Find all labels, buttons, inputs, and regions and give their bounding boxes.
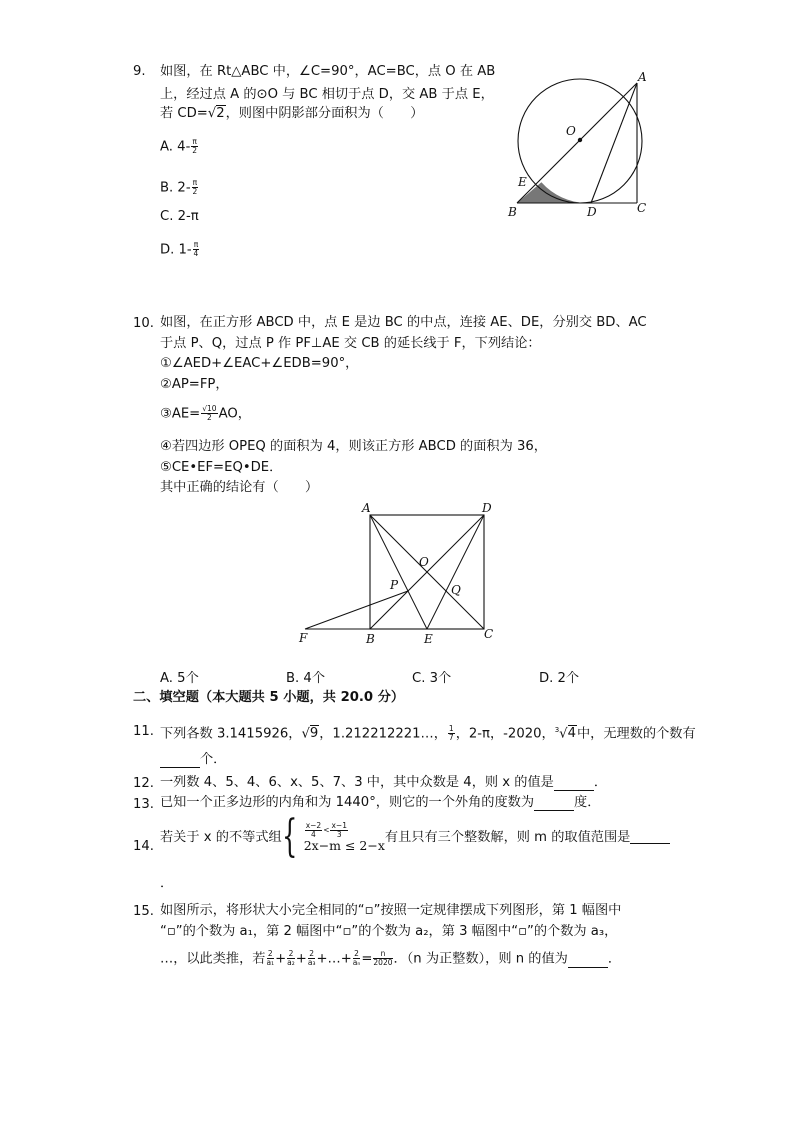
q9-label-c: C (637, 201, 647, 215)
q13-text: 已知一个正多边形的内角和为 1440°，则它的一个外角的度数为 度． (160, 795, 601, 810)
q9-line-ab (517, 83, 637, 203)
q11-rad9: 9 (309, 726, 319, 742)
q9-line3 (160, 106, 423, 122)
q10-label-b: B (366, 632, 375, 646)
q10-label-a: A (362, 501, 371, 515)
q15-term-1: $\frac{2}{\text{a₁}}$ (266, 949, 275, 967)
q11-line1: 下列各数 3.1415926，√9，1.212212221…， $\frac{1}{7}$ ，2-π，-2020，$^3$√4中，无理数的个数有 (160, 723, 696, 742)
q14-answer-blank[interactable] (630, 830, 670, 844)
q9-line3-pre: 若 CD= (160, 106, 208, 121)
q10-conclusion-4: ④若四边形 OPEQ 的面积为 4，则该正方形 ABCD 的面积为 36， (160, 439, 547, 454)
q9-option-d: D. 1- $\frac{\pi}{4}$ (160, 240, 199, 258)
q10-conclusion-3: ③AE= $\frac{√10}{2}$ AO， (160, 404, 251, 422)
q10-line2: 于点 P、Q，过点 P 作 PF⊥AE 交 CB 的延长线于 F，下列结论： (160, 336, 541, 351)
q9-option-b: B. 2- $\frac{\pi}{2}$ (160, 178, 198, 196)
q15-term-n: $\frac{2}{\text{aₙ}}$ (352, 949, 361, 967)
q13-answer-blank[interactable] (534, 797, 574, 811)
q10-option-d: D. 2个 (539, 671, 580, 686)
q12-answer-blank[interactable] (554, 777, 594, 791)
q11-line2: 个． (160, 752, 226, 768)
q9-label-d: D (587, 205, 597, 219)
q12-text: 一列数 4、5、4、6、x、5、7、3 中，其中众数是 4，则 x 的值是 ． (160, 775, 608, 790)
q14-line1: 若关于 x 的不等式组{ $\frac{x-2}{4}$ < $\frac{x-1}{3}$ 2x−m ≤ 2−x 有且只有三个整数解，则 m 的取值范围是 (160, 820, 670, 856)
q10-figure (295, 500, 515, 650)
q10-label-e: E (424, 632, 433, 646)
q15-line1: 如图所示，将形状大小完全相同的“▫”按照一定规律摆成下列图形，第 1 幅图中 (160, 903, 622, 918)
q14-end: ． (160, 876, 174, 891)
q15-term-3: $\frac{2}{\text{a₃}}$ (307, 949, 316, 967)
q10-option-b: B. 4个 (286, 671, 326, 686)
q9-label-a: A (638, 70, 647, 84)
q13-number: 13. (133, 797, 154, 812)
q9-radicand: 2 (216, 106, 225, 121)
q15-answer-blank[interactable] (568, 954, 608, 968)
q15-rhs: $\frac{n}{2020}$ (373, 949, 393, 967)
q12-number: 12. (133, 776, 154, 791)
q9-option-c: C. 2-π (160, 209, 199, 224)
q10-option-a: A. 5个 (160, 671, 199, 686)
q9-option-a-fraction: $\frac{\pi}{2}$ (192, 137, 197, 155)
q9-label-b: B (508, 205, 517, 219)
q10-label-o: O (419, 555, 429, 569)
q10-label-p: P (390, 578, 399, 592)
q10-label-f: F (299, 631, 308, 645)
q9-line1: 如图，在 Rt△ABC 中，∠C=90°，AC=BC，点 O 在 AB (160, 64, 496, 79)
q10-conclusion-5: ⑤CE•EF=EQ•DE． (160, 460, 283, 475)
q10-option-c: C. 3个 (412, 671, 452, 686)
q9-label-o: O (566, 124, 576, 138)
q10-line-de (427, 515, 484, 629)
q9-line-ad (591, 83, 637, 203)
q10-line-ae (370, 515, 427, 629)
q10-label-q: Q (451, 583, 461, 597)
q11-cube-index: 3 (554, 726, 560, 734)
q10-c3-fraction: $\frac{√10}{2}$ (202, 404, 217, 422)
q10-line1: 如图，在正方形 ABCD 中，点 E 是边 BC 的中点，连接 AE、DE，分别交 BD、AC (160, 315, 647, 330)
q9-option-d-fraction: $\frac{\pi}{4}$ (193, 240, 199, 258)
q15-number: 15. (133, 904, 154, 919)
q10-line-pf (305, 591, 408, 629)
q10-conclusion-2: ②AP=FP， (160, 377, 229, 392)
q9-number: 9. (133, 64, 146, 79)
section-2-title: 二、填空题（本大题共 5 小题，共 20.0 分） (133, 690, 405, 705)
q9-line2: 上，经过点 A 的⊙O 与 BC 相切于点 D，交 AB 于点 E， (160, 87, 494, 102)
q10-label-d: D (482, 501, 492, 515)
q11-fraction: $\frac{1}{7}$ (448, 723, 454, 742)
q11-cube-radicand: 4 (567, 726, 576, 742)
q10-conclusion-1: ①∠AED+∠EAC+∠EDB=90°， (160, 356, 359, 371)
q9-label-e: E (518, 175, 527, 189)
q10-label-c: C (484, 627, 494, 641)
q9-center-dot (578, 138, 582, 142)
q11-answer-blank[interactable] (160, 754, 200, 768)
q14-system: $\frac{x-2}{4}$ < $\frac{x-1}{3}$ 2x−m ≤ 2−x (303, 820, 385, 853)
q9-sqrt-symbol: √ (207, 106, 217, 121)
q14-brace: { (281, 811, 298, 862)
q15-line3: …，以此类推，若 $\frac{2}{\text{a₁}}$ + $\frac{2}{\text{a₂}}$ + $\frac{2}{\text{a₃}}$ +…+ $\frac{2}{\text{aₙ}}$ = $\frac{n}{2020}$ ．（n 为正整数），则 n 的值为 ． (160, 949, 622, 967)
q15-line2: “▫”的个数为 a₁，第 2 幅图中“▫”的个数为 a₂，第 3 幅图中“▫”的个数为 a₃， (160, 924, 618, 939)
q15-term-2: $\frac{2}{\text{a₂}}$ (287, 949, 295, 967)
q10-number: 10. (133, 316, 154, 331)
q9-option-b-fraction: $\frac{\pi}{2}$ (192, 178, 198, 196)
q10-ask: 其中正确的结论有（ ） (160, 480, 319, 495)
q14-number: 14. (133, 839, 154, 854)
q9-line3-post: ，则图中阴影部分面积为（ ） (225, 106, 424, 121)
q11-number: 11. (133, 724, 154, 739)
q9-option-a: A. 4- $\frac{\pi}{2}$ (160, 137, 197, 155)
q9-figure (505, 55, 665, 225)
